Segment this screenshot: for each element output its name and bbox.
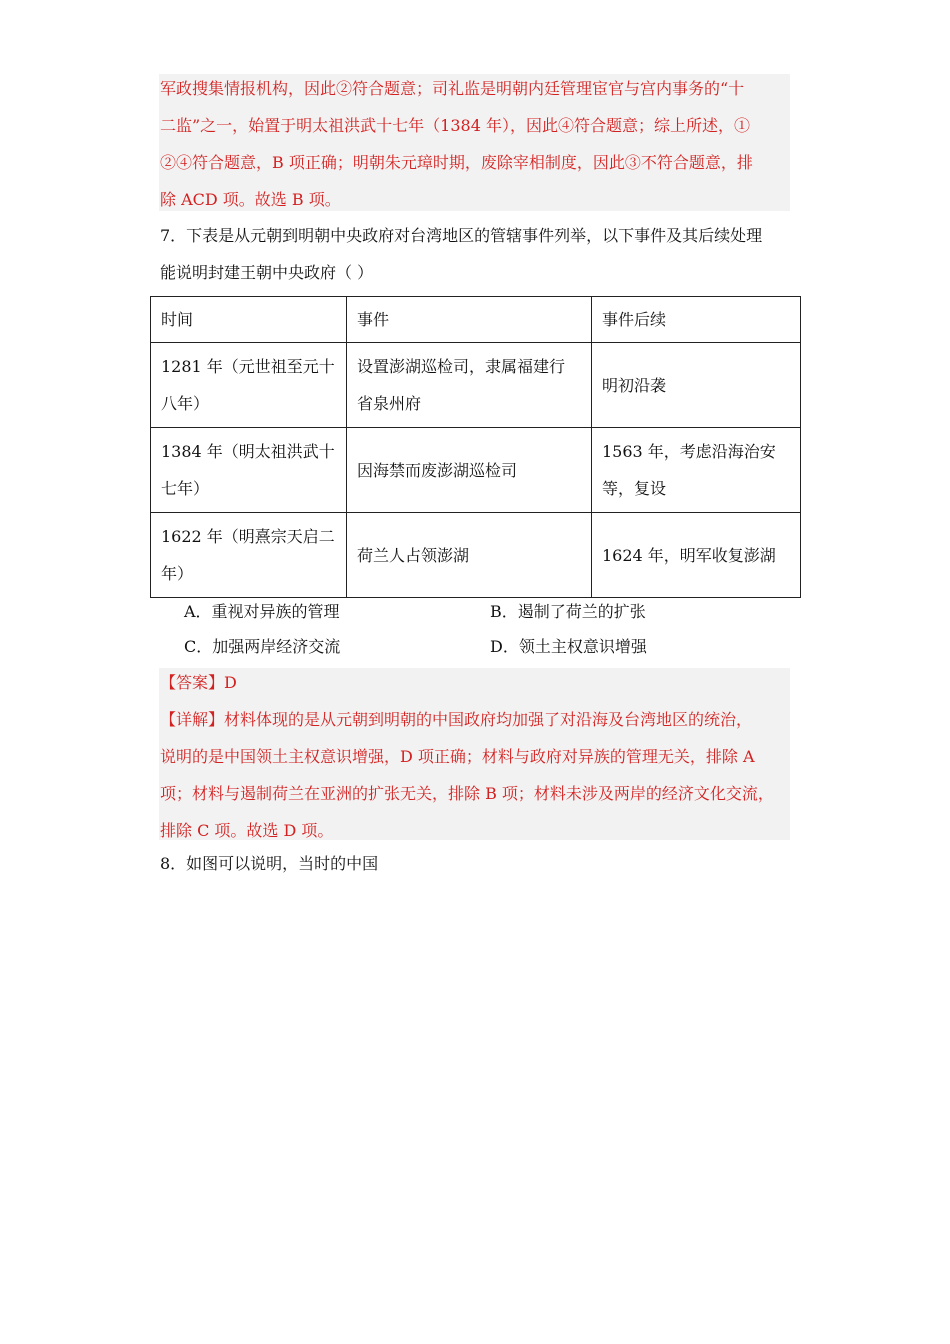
detail-label: 【详解】 [160,710,225,729]
explanation-line: 二监”之一，始置于明太祖洪武十七年（1384 年），因此④符合题意；综上所述，① [160,116,750,135]
detail-line: 说明的是中国领土主权意识增强，D 项正确；材料与政府对异族的管理无关，排除 A [160,747,755,766]
header-event: 事件 [347,297,592,343]
answer-value: D [224,673,237,692]
header-time: 时间 [151,297,347,343]
answer-line [160,664,790,701]
option-c: C．加强两岸经济交流 [184,637,341,656]
detail-line: 排除 C 项。故选 D 项。 [160,821,334,840]
question-stem-line: 能说明封建王朝中央政府（ ） [160,263,374,282]
explanation-line: ②④符合题意，B 项正确；明朝朱元璋时期，废除宰相制度，因此③不符合题意，排 [160,153,753,172]
option-b: B．遏制了荷兰的扩张 [490,602,646,621]
option-d: D．领土主权意识增强 [490,637,647,656]
option-a: A．重视对异族的管理 [184,602,340,621]
table-row [151,428,801,513]
table-row [151,513,801,598]
explanation-continuation [160,70,790,218]
table-header-row [151,297,801,343]
cell-time: 1384 年（明太祖洪武十 七年） [151,428,347,513]
cell-time: 1281 年（元世祖至元十 八年） [151,343,347,428]
cell-event: 设置澎湖巡检司，隶属福建行 省泉州府 [347,343,592,428]
detail-line: 项；材料与遏制荷兰在亚洲的扩张无关，排除 B 项；材料未涉及两岸的经济文化交流， [160,784,774,803]
explanation-line: 军政搜集情报机构，因此②符合题意；司礼监是明朝内廷管理宦官与宫内事务的“十 [160,79,745,98]
question-7-stem [160,217,790,291]
question-8-stem [160,845,790,882]
detail-line: 【详解】材料体现的是从元朝到明朝的中国政府均加强了对沿海及台湾地区的统治， [160,710,753,729]
question-stem-line: 8．如图可以说明，当时的中国 [160,854,379,873]
cell-time: 1622 年（明熹宗天启二 年） [151,513,347,598]
cell-follow-up: 1563 年，考虑沿海治安 等，复设 [592,428,801,513]
header-follow-up: 事件后续 [592,297,801,343]
question-7-table [150,296,801,598]
explanation-line: 除 ACD 项。故选 B 项。 [160,190,341,209]
cell-event: 因海禁而废澎湖巡检司 [347,428,592,513]
cell-follow-up: 1624 年，明军收复澎湖 [592,513,801,598]
question-stem-line: 7．下表是从元朝到明朝中央政府对台湾地区的管辖事件列举，以下事件及其后续处理 [160,226,763,245]
answer-label: 【答案】 [160,673,225,692]
cell-event: 荷兰人占领澎湖 [347,513,592,598]
answer-block [160,664,790,849]
table-row [151,343,801,428]
cell-follow-up: 明初沿袭 [592,343,801,428]
